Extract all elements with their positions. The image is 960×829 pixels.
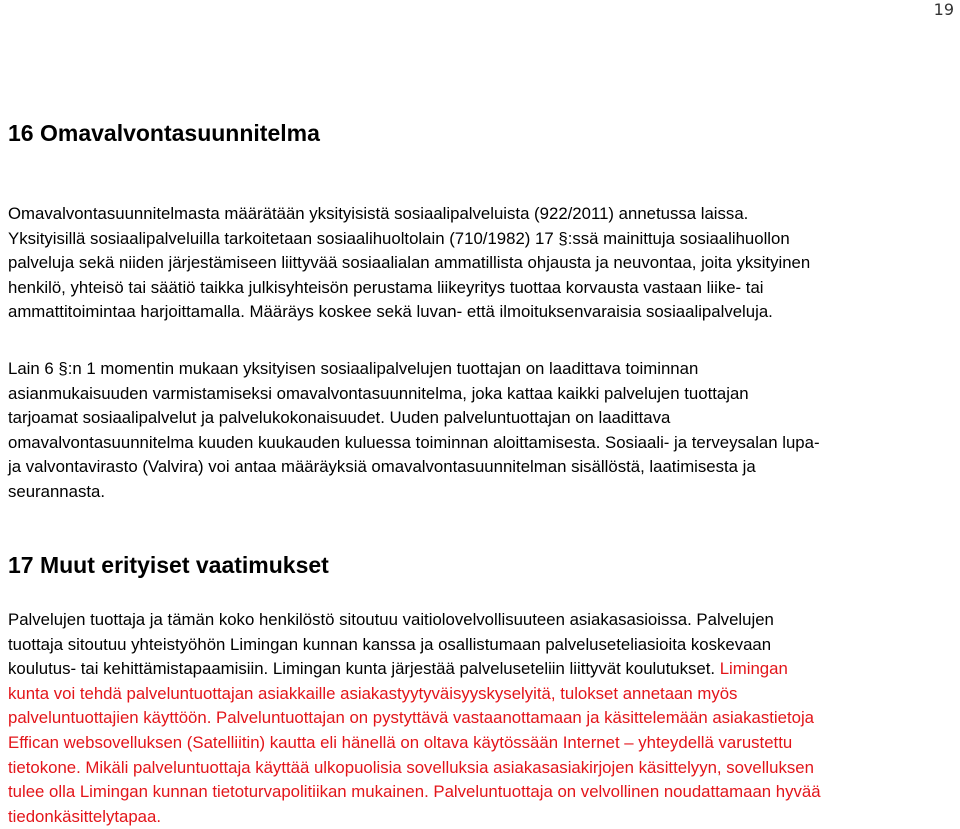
text-line: Yksityisillä sosiaalipalveluilla tarkoitetaan sosiaalihuoltolain (710/1982) 17 §:ssä mainittuja sosiaalihuollon — [8, 228, 790, 248]
text-line: ammattitoimintaa harjoittamalla. Määräys koskee sekä luvan- että ilmoituksenvaraisia sosiaalipalveluja. — [8, 302, 773, 322]
highlighted-text-line: Effican websovelluksen (Satelliitin) kautta eli hänellä on oltava käytössään Internet – yhteydellä varustettu — [8, 732, 793, 752]
highlighted-text-line: tiedonkäsittelytapaa. — [8, 806, 161, 826]
text-line-mixed — [8, 657, 958, 682]
text-line: Lain 6 §:n 1 momentin mukaan yksityisen sosiaalipalvelujen tuottajan on laadittava toiminnan — [8, 359, 699, 378]
highlighted-text-line: kunta voi tehdä palveluntuottajan asiakkaille asiakastyytyväisyyskyselyitä, tulokset annetaan myös — [8, 683, 738, 703]
text-line: henkilö, yhteisö tai säätiö taikka julkisyhteisön perustama liikeyritys tuottaa korvausta vastaan liike- tai — [8, 277, 764, 297]
section-17-paragraph-1 — [8, 608, 958, 829]
text-line: asianmukaisuuden varmistamiseksi omavalvontasuunnitelma, joka kattaa kaikki palvelujen tuottajan — [8, 383, 749, 403]
section-16-paragraph-1 — [8, 202, 958, 325]
section-16-heading: 16 Omavalvontasuunnitelma — [8, 120, 320, 146]
highlighted-text-segment: Limingan — [715, 659, 788, 679]
text-line: seurannasta. — [8, 481, 106, 501]
text-line: Omavalvontasuunnitelmasta määrätään yksityisistä sosiaalipalveluista (922/2011) annetussa laissa. — [8, 204, 749, 223]
text-line: palveluja sekä niiden järjestämiseen liittyvää sosiaalialan ammatillista ohjausta ja neuvontaa, joita yksityinen — [8, 253, 811, 273]
section-16-paragraph-2 — [8, 357, 958, 505]
text-line: ja valvontavirasto (Valvira) voi antaa määräyksiä omavalvontasuunnitelman sisällöstä, laatimisesta ja — [8, 457, 756, 477]
text-line: omavalvontasuunnitelma kuuden kuukauden kuluessa toiminnan aloittamisesta. Sosiaali- ja terveysalan lupa- — [8, 432, 820, 452]
section-17-heading: 17 Muut erityiset vaatimukset — [8, 552, 329, 578]
page-number: 19 — [933, 0, 954, 19]
text-line: tarjoamat sosiaalipalvelut ja palvelukokonaisuudet. Uuden palveluntuottajan on laadittava — [8, 408, 671, 428]
text-line: tuottaja sitoutuu yhteistyöhön Limingan kunnan kanssa ja osallistumaan palveluseteliasioita koskevaan — [8, 634, 772, 654]
text-segment: koulutus- tai kehittämistapaamisiin. Limingan kunta järjestää palveluseteliin liittyvät koulutukset. — [8, 659, 716, 679]
highlighted-text-line: tulee olla Limingan kunnan tietoturvapolitiikan mukainen. Palveluntuottaja on velvollinen noudattamaan hyvää — [8, 782, 821, 802]
highlighted-text-line: tietokone. Mikäli palveluntuottaja käyttää ulkopuolisia sovelluksia asiakasasiakirjojen käsittelyyn, sovelluksen — [8, 757, 814, 777]
text-line: Palvelujen tuottaja ja tämän koko henkilöstö sitoutuu vaitiolovelvollisuuteen asiakasasioissa. Palvelujen — [8, 610, 774, 629]
highlighted-text-line: palveluntuottajien käyttöön. Palveluntuottajan on pystyttävä vastaanottamaan ja käsittelemään asiakastietoja — [8, 708, 815, 728]
